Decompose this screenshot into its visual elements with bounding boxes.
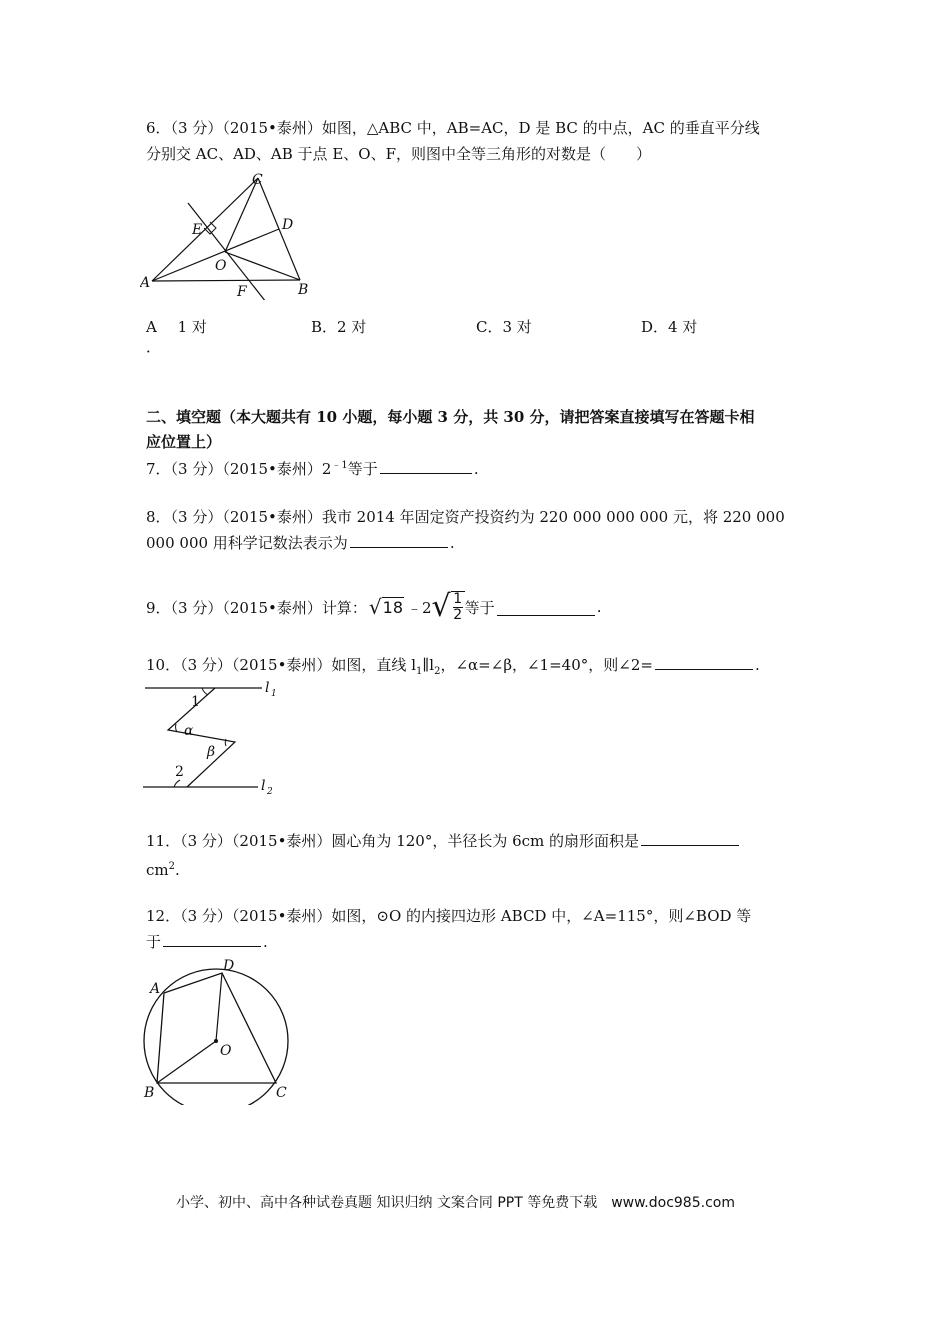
sqrt-icon: √ (368, 595, 382, 619)
q10-parallel-lines-figure (140, 680, 280, 795)
q12-answer-blank[interactable] (163, 930, 261, 947)
q6-option-a-key: A (146, 318, 157, 336)
q12-line2 (146, 928, 268, 956)
q12-label-B: B (144, 1085, 155, 1101)
q12-label-C: C (276, 1085, 287, 1101)
q6-option-c-key: C． (476, 318, 503, 336)
q11-unit-sup: 2 (168, 861, 175, 872)
q12-line1: 12．（3 分）（2015•泰州）如图，⊙O 的内接四边形 ABCD 中，∠A=115°，则∠BOD 等 (146, 907, 752, 925)
q6-option-a-dot: ． (146, 338, 162, 356)
q10-prefix: 10．（3 分）（2015•泰州）如图，直线 l (146, 656, 416, 674)
q10-label-l2-sub: 2 (267, 787, 273, 795)
q12-circle-figure (140, 955, 300, 1105)
q10-label-1: 1 (191, 694, 200, 710)
q10-answer-blank[interactable] (655, 653, 753, 670)
q6-option-d (641, 316, 697, 337)
q11-unit: cm (146, 861, 169, 879)
q10-label-l1: l (265, 680, 270, 696)
q6-option-a-text: 1 对 (177, 318, 207, 336)
q7-exponent: ﹣1 (331, 460, 348, 471)
q7-answer-blank[interactable] (380, 457, 472, 474)
q10-label-beta: β (207, 744, 216, 760)
q12-label-O: O (220, 1043, 232, 1059)
q10-sub1: 1 (416, 666, 423, 677)
q8-line1: 8．（3 分）（2015•泰州）我市 2014 年固定资产投资约为 220 000 000 000 元，将 220 000 (146, 508, 785, 526)
q9 (146, 590, 601, 624)
q10-label-l2: l (261, 778, 266, 794)
q6-option-d-key: D． (641, 318, 669, 336)
q9-denominator: 2 (453, 607, 463, 623)
q12-label-D: D (223, 958, 235, 974)
q6-option-b-text: 2 对 (337, 318, 367, 336)
q6-line1: 6．（3 分）（2015•泰州）如图，△ABC 中，AB=AC，D 是 BC 的中点，AC 的垂直平分线 (146, 119, 760, 137)
page-footer: 小学、初中、高中各种试卷真题 知识归纳 文案合同 PPT 等免费下载 www.doc985.com (176, 1195, 735, 1211)
q11-answer-blank[interactable] (641, 829, 739, 846)
q7-end: . (473, 460, 479, 478)
q7-prefix: 7．（3 分）（2015•泰州）2 (146, 460, 332, 478)
q6-label-B: B (298, 282, 309, 298)
q6-option-a (146, 316, 207, 337)
q6-label-C: C (252, 172, 263, 188)
q9-mid: ﹣2 (407, 598, 432, 617)
q8-end: . (449, 534, 455, 552)
q9-end: . (596, 598, 602, 616)
q9-suffix: 等于 (464, 598, 495, 617)
q6-option-b-key: B． (311, 318, 338, 336)
q6-label-D: D (282, 217, 294, 233)
section2-heading-line1: 二、填空题（本大题共有 10 小题，每小题 3 分，共 30 分，请把答案直接填写在答题卡相 (146, 408, 755, 426)
q6-label-F: F (237, 284, 247, 300)
q7 (146, 452, 479, 483)
q9-sqrt-half (432, 591, 465, 623)
q8-line2-prefix: 000 000 用科学记数法表示为 (146, 534, 348, 552)
q9-fraction (451, 591, 465, 623)
q6-label-E: E (192, 222, 203, 238)
sqrt-icon: √ (431, 589, 451, 624)
q10-end: . (754, 656, 760, 674)
q6-option-c (476, 316, 532, 337)
q6-label-A: A (140, 275, 151, 291)
q6-option-c-text: 3 对 (502, 318, 532, 336)
q9-sqrt18 (369, 597, 404, 617)
q11-line2 (146, 853, 180, 884)
section2-heading-line2: 应位置上） (146, 433, 222, 451)
q11-text: 11．（3 分）（2015•泰州）圆心角为 120°，半径长为 6cm 的扇形面积是 (146, 832, 640, 850)
q10-label-l1-sub: 1 (271, 689, 277, 699)
q7-suffix: 等于 (347, 460, 378, 478)
q11-end: . (175, 861, 180, 879)
q6-option-b (311, 316, 366, 337)
q12-label-A: A (150, 981, 161, 997)
q10-sub2: 2 (434, 666, 441, 677)
q9-radicand: 18 (382, 598, 403, 617)
q9-numerator: 1 (453, 591, 463, 607)
q6-triangle-figure (140, 170, 320, 300)
q8-answer-blank[interactable] (350, 531, 448, 548)
q9-prefix: 9．（3 分）（2015•泰州）计算： (146, 598, 367, 617)
q12-line2-prefix: 于 (146, 933, 162, 951)
q10-label-alpha: α (184, 723, 194, 739)
q6-label-O: O (215, 258, 227, 274)
q8-line2 (146, 529, 455, 557)
q11-line1 (146, 827, 741, 855)
q10-suffix: ，∠α=∠β，∠1=40°，则∠2= (440, 656, 653, 674)
q9-answer-blank[interactable] (497, 599, 595, 616)
q12-end: . (263, 933, 268, 951)
q10-label-2: 2 (175, 764, 184, 780)
q10-parallel: ∥l (422, 656, 435, 674)
q6-line2: 分别交 AC、AD、AB 于点 E、O、F，则图中全等三角形的对数是（ ） (146, 145, 651, 163)
q6-option-d-text: 4 对 (668, 318, 698, 336)
